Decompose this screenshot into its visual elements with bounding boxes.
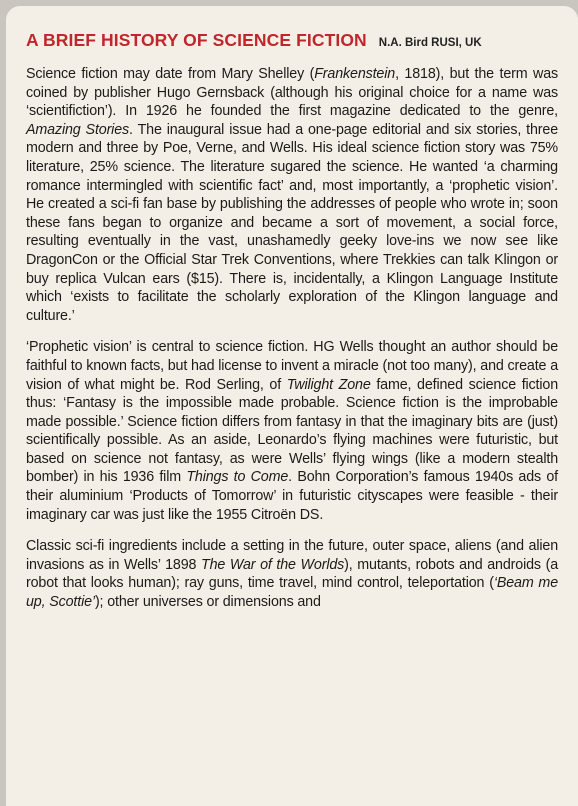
paragraph-1 [26,65,558,325]
text-segment: . Bohn Corporation’s famous 1940s ads of their aluminium ‘Products of Tomorrow’ in futuristic cityscapes were feasible - their imaginary car was just like the 1955 Citroën DS. [26,469,558,523]
text-segment: ‘Prophetic vision’ is central to science fiction. HG Wells thought an author should be faithful to known facts, but had license to invent a miracle (not too many), and create a vision of what might be. Rod Serling, of [26,339,558,393]
paragraph-3 [26,537,558,611]
text-segment: Classic sci-fi ingredients include a setting in the future, outer space, aliens (and alien invasions as in Wells’ 1898 [26,538,558,573]
article-card [6,6,578,806]
article-header [26,30,558,51]
italic-text-segment: ‘Beam me up, Scottie’ [26,575,558,611]
paragraph-2 [26,338,558,524]
author-byline: N.A. Bird RUSI, UK [378,37,482,49]
italic-text-segment: Twilight Zone [286,376,371,393]
italic-text-segment: The War of the Worlds [201,556,345,573]
text-segment: fame, defined science fiction thus: ‘Fantasy is the impossible made probable. Science fiction is the improbable made possible.’ Science fiction differs from fantasy in that the imaginary bits are (just) scientifically possible. As an aside, Leonardo’s flying machines were futuristic, but based on science not fantasy, as were Wells’ flying wings (like a modern stealth bomber) in his 1936 film [26,376,559,486]
text-segment: Science fiction may date from Mary Shelley ( [26,66,315,82]
text-segment: , 1818), but the term was coined by publisher Hugo Gernsback (although his original choice for a name was ‘scientifiction’). In 1926 he founded the first magazine dedicated to the genre, [26,66,558,120]
text-segment: ); other universes or dimensions and [94,594,321,611]
italic-text-segment: Frankenstein [314,66,396,82]
text-segment: ), mutants, robots and androids (a robot that looks human); ray guns, time travel, mind control, teleportation ( [26,556,559,592]
article-body [26,65,558,612]
article-title: A BRIEF HISTORY OF SCIENCE FICTION [26,30,367,50]
text-segment: . The inaugural issue had a one-page editorial and six stories, three modern and three by Poe, Verne, and Wells. His ideal science fiction story was 75% literature, 25% science. The literature sugared the science. He wanted ‘a charming romance intermingled with scientific fact’ and, most importantly, a ‘prophetic vision’. He created a sci-fi fan base by publishing the addresses of people who wrote in; soon these fans began to organize and became a sort of movement, a social force, resulting eventually in the vast, unashamedly geeky love-ins we now see like DragonCon or the Official Star Trek Conventions, where Trekkies can talk Klingon or buy replica Vulcan ears ($15). There is, incidentally, a Klingon Language Institute which ‘exists to facilitate the scholarly exploration of the Klingon language and culture.’ [26,121,558,324]
italic-text-segment: Amazing Stories [26,121,130,138]
italic-text-segment: Things to Come [186,469,289,486]
